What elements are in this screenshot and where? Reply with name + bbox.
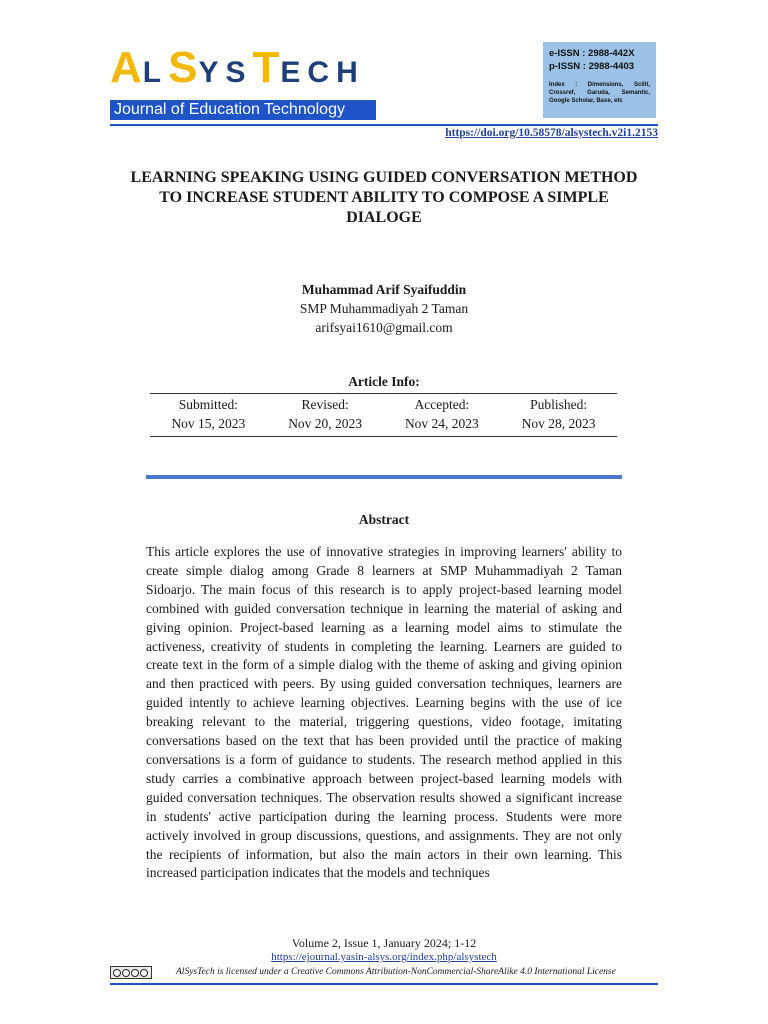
doi-link[interactable]: https://doi.org/10.58578/alsystech.v2i1.2153	[445, 127, 658, 139]
info-date: Nov 28, 2023	[521, 416, 596, 431]
info-label: Published:	[530, 397, 588, 412]
article-info-table	[150, 393, 617, 437]
info-label: Accepted:	[414, 397, 470, 412]
by-icon	[122, 969, 130, 977]
logo-letters-ech: ECH	[280, 56, 365, 89]
info-date: Nov 15, 2023	[171, 416, 246, 431]
info-date: Nov 24, 2023	[404, 416, 479, 431]
logo-letter-s: S	[168, 43, 199, 92]
pissn: p-ISSN : 2988-4403	[549, 61, 635, 72]
info-published	[500, 395, 617, 433]
info-revised	[267, 395, 384, 433]
header-divider	[110, 124, 658, 126]
index-list: Index : Dimensions, Scilit, Crossref, Garuda, Semantic, Google Scholar, Base, etc	[549, 82, 650, 104]
footer-volume: Volume 2, Issue 1, January 2024; 1-12	[291, 936, 477, 950]
article-title: LEARNING SPEAKING USING GUIDED CONVERSATION METHOD TO INCREASE STUDENT ABILITY TO COMPOSE A SIMPLE DIALOGE	[130, 169, 638, 226]
footer-divider	[110, 983, 658, 985]
cc-icon	[113, 969, 121, 977]
info-submitted	[150, 395, 267, 433]
license-text: AlSysTech is licensed under a Creative Commons Attribution-NonCommercial-ShareAlike 4.0 International License	[176, 967, 616, 977]
author-name: Muhammad Arif Syaifuddin	[301, 282, 467, 297]
info-accepted	[384, 395, 501, 433]
author-email[interactable]: arifsyai1610@gmail.com	[315, 320, 453, 335]
info-label: Submitted:	[178, 397, 238, 412]
logo-letters-ys: YS	[198, 56, 253, 89]
logo-letter-a: A	[110, 43, 143, 92]
logo-letter-l: L	[142, 56, 169, 89]
issn-box	[543, 42, 656, 118]
info-label: Revised:	[301, 397, 349, 412]
journal-name-bar: Journal of Education Technology	[110, 100, 376, 120]
eissn: e-ISSN : 2988-442X	[549, 48, 635, 59]
author-affiliation: SMP Muhammadiyah 2 Taman	[299, 301, 469, 316]
section-divider	[146, 475, 622, 479]
article-info-heading: Article Info:	[348, 374, 420, 389]
logo-letter-t: T	[252, 43, 281, 92]
creative-commons-by-nc-sa-icon[interactable]	[110, 966, 152, 979]
sa-icon	[140, 969, 148, 977]
abstract-text: This article explores the use of innovative strategies in improving learners' ability to create simple dialog among Grade 8 learners at SMP Muhammadiyah 2 Taman Sidoarjo. The main focus of this research is to apply project-based learning model combined with guided conversation technique in learning the material of asking and giving opinion. Project-based learning as a learning model aims to stimulate the activeness, creativity of students in completing the learning. Learners are guided to create text in the form of a simple dialog with the theme of asking and giving opinion and then practiced with peers. By using guided conversation techniques, learners are guided intently to achieve learning objectives. Learning begins with the use of ice breaking relevant to the material, triggering questions, video footage, imitating conversations based on the text that has been provided until the practice of making conversations is a form of guidance to students. The research method applied in this study carries a combinative approach between project-based learning models with guided conversation techniques. The observation results showed a significant increase in students' active participation during the learning process. Students were more actively involved in group discussions, questions, and assignments. They are not only the recipients of information, but also the main actors in their own learning. This increased participation indicates that the models and techniques	[146, 544, 622, 881]
info-date: Nov 20, 2023	[288, 416, 363, 431]
journal-logo	[110, 43, 365, 92]
abstract-heading: Abstract	[358, 512, 410, 527]
nc-icon	[131, 969, 139, 977]
footer-journal-url[interactable]: https://ejournal.yasin-alsys.org/index.php/alsystech	[271, 951, 497, 963]
